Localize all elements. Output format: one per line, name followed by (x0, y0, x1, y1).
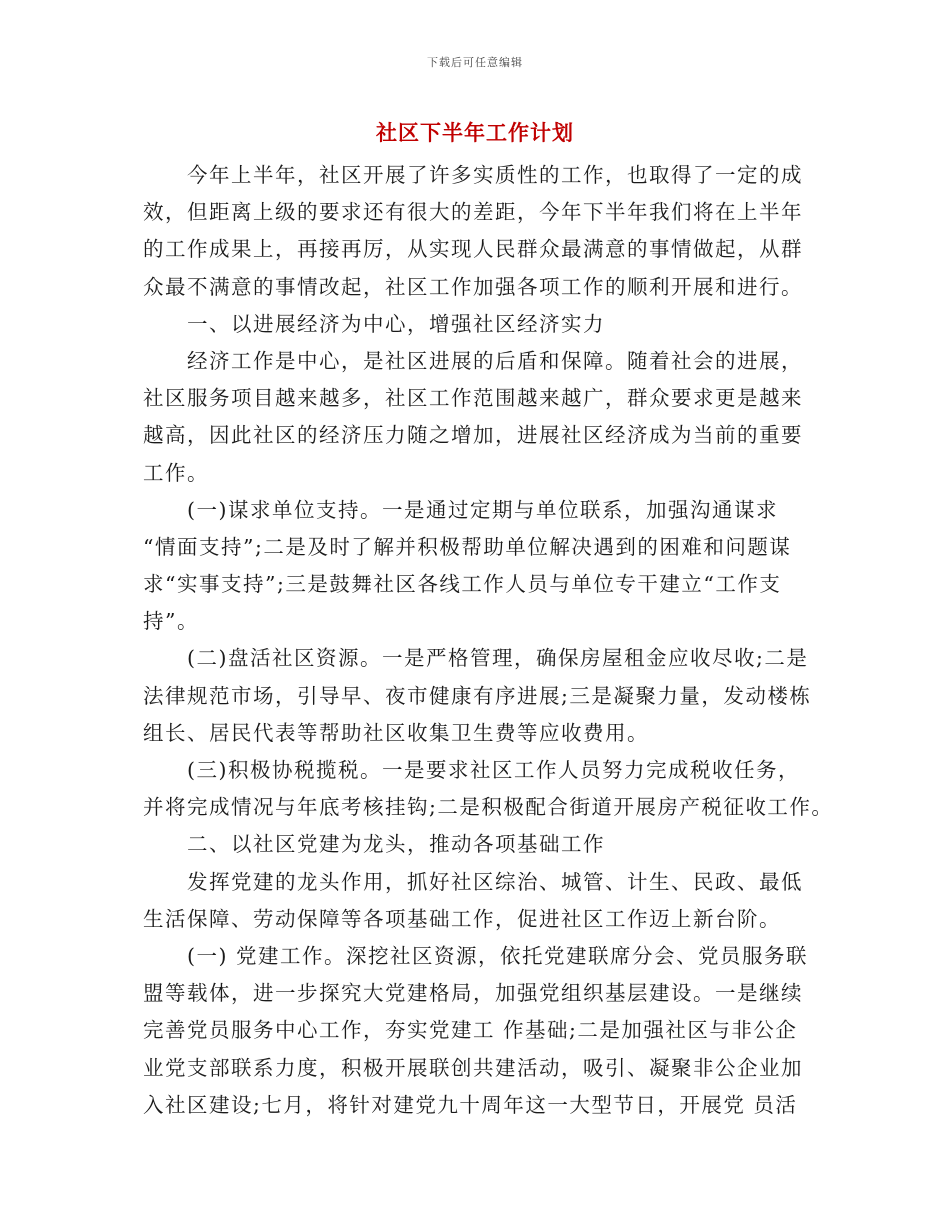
paragraph-line: 工作。 (143, 460, 209, 485)
paragraph-line: “情面支持”;二是及时了解并积极帮助单位解决遇到的困难和问题谋 (143, 534, 792, 559)
paragraph-line: 越高，因此社区的经济压力随之增加，进展社区经济成为当前的重要 (143, 423, 803, 448)
page-header-note: 下载后可任意编辑 (427, 56, 523, 69)
paragraph-line: 并将完成情况与年底考核挂钩;二是积极配合街道开展房产税征收工作。 (143, 795, 834, 820)
paragraph-line: 社区服务项目越来越多，社区工作范围越来越广，群众要求更是越来 (143, 386, 803, 411)
paragraph-line: (二)盘活社区资源。一是严格管理，确保房屋租金应收尽收;二是 (187, 646, 809, 671)
section-heading: 一、以进展经济为中心，增强社区经济实力 (187, 311, 605, 336)
document-title: 社区下半年工作计划 (376, 120, 574, 145)
paragraph-line: 众最不满意的事情改起，社区工作加强各项工作的顺利开展和进行。 (143, 274, 803, 299)
paragraph-line: 发挥党建的龙头作用，抓好社区综治、城管、计生、民政、最低 (187, 869, 803, 894)
paragraph-line: 生活保障、劳动保障等各项基础工作，促进社区工作迈上新台阶。 (143, 906, 781, 931)
section-heading: 二、以社区党建为龙头，推动各项基础工作 (187, 832, 605, 857)
paragraph-line: 经济工作是中心，是社区进展的后盾和保障。随着社会的进展， (187, 348, 803, 373)
document-body (143, 157, 834, 1124)
paragraph-line: 业党支部联系力度，积极开展联创共建活动，吸引、凝聚非公企业加 (143, 1055, 803, 1080)
paragraph-line: 今年上半年，社区开展了许多实质性的工作，也取得了一定的成 (187, 163, 803, 187)
paragraph-line: 入社区建设;七月，将针对建党九十周年这一大型节日，开展党 员活 (143, 1092, 798, 1117)
paragraph-line: 法律规范市场，引导早、夜市健康有序进展;三是凝聚力量，发动楼栋 (143, 683, 812, 708)
paragraph-line: (三)积极协税揽税。一是要求社区工作人员努力完成税收任务， (187, 758, 800, 782)
paragraph-line: 效，但距离上级的要求还有很大的差距，今年下半年我们将在上半年 (143, 200, 803, 225)
paragraph-line: (一) 党建工作。深挖社区资源，依托党建联席分会、党员服务联 (187, 943, 809, 968)
paragraph-line: 盟等载体，进一步探究大党建格局，加强党组织基层建设。一是继续 (143, 981, 803, 1006)
paragraph-line: 持”。 (143, 609, 199, 634)
paragraph-line: 求“实事支持”;三是鼓舞社区各线工作人员与单位专干建立“工作支 (143, 572, 782, 597)
paragraph-line: 完善党员服务中心工作，夯实党建工 作基础;二是加强社区与非公企 (143, 1018, 798, 1043)
paragraph-line: 的工作成果上，再接再厉，从实现人民群众最满意的事情做起，从群 (143, 237, 803, 262)
paragraph-line: (一)谋求单位支持。一是通过定期与单位联系，加强沟通谋求 (187, 497, 778, 522)
paragraph-line: 组长、居民代表等帮助社区收集卫生费等应收费用。 (143, 720, 649, 745)
